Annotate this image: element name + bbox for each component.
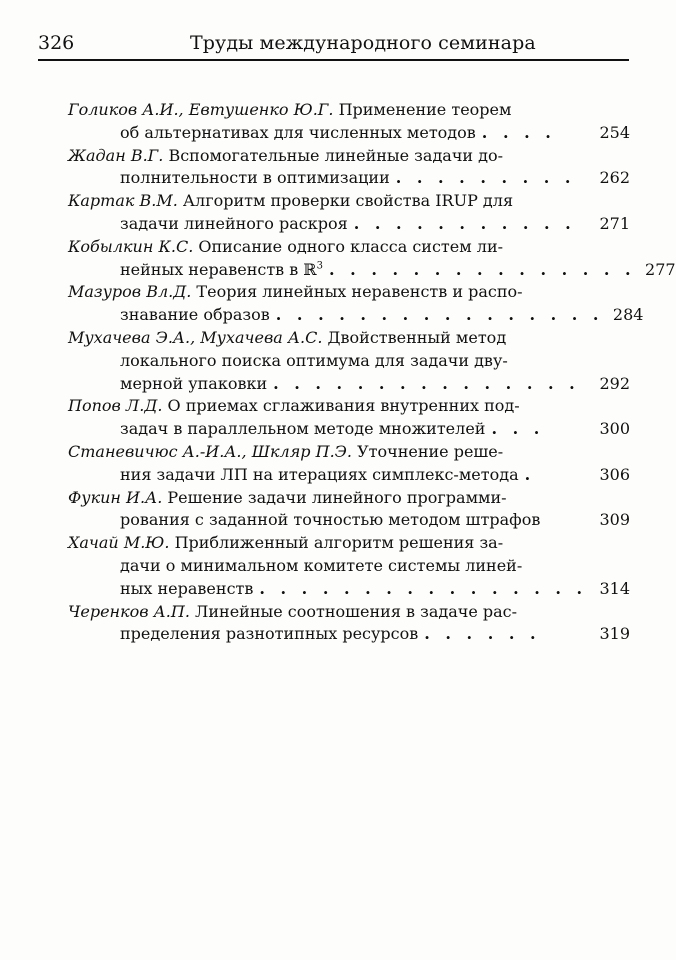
entry-authors: Черенков А.П.	[68, 601, 190, 621]
entry-authors: Станевичюс А.-И.А., Шкляр П.Э.	[68, 441, 352, 461]
entry-authors: Кобылкин К.С.	[68, 236, 194, 256]
toc-line	[68, 509, 630, 532]
leader-dots: . . . .	[481, 122, 556, 142]
entry-title-text	[68, 191, 513, 210]
entry-page-number: 300	[599, 419, 630, 439]
toc-line	[68, 213, 630, 236]
entry-title-text	[68, 396, 520, 415]
toc-line	[68, 281, 630, 304]
entry-title: дачи о минимальном комитете системы линей-	[120, 555, 523, 575]
entry-title-text	[120, 122, 476, 145]
entry-title-text	[120, 213, 348, 236]
entry-title-text	[120, 623, 418, 646]
entry-authors: Попов Л.Д.	[68, 396, 163, 416]
entry-title: задач в параллельном методе множителей	[120, 419, 486, 439]
toc-entry	[68, 601, 630, 647]
entry-title-text	[120, 556, 522, 575]
entry-page-number: 309	[599, 510, 630, 530]
entry-page-number: 254	[599, 122, 630, 142]
toc-line	[68, 99, 630, 122]
table-of-contents	[68, 99, 676, 646]
entry-title-text	[68, 533, 503, 552]
entry-page-number: 319	[599, 624, 630, 644]
toc-entry	[68, 236, 676, 282]
toc-line	[68, 236, 630, 259]
entry-authors: Мазуров Вл.Д.	[68, 282, 192, 302]
entry-authors: Жадан В.Г.	[68, 145, 164, 165]
leader-dots: . . . . . . . . .	[395, 168, 576, 188]
entry-title: Решение задачи линейного программи-	[167, 487, 507, 507]
entry-authors: Голиков А.И., Евтушенко Ю.Г.	[68, 100, 334, 119]
entry-title-text	[120, 578, 253, 601]
entry-page-number: 262	[599, 168, 630, 188]
entry-title-text	[120, 509, 540, 532]
superscript: 3	[316, 260, 324, 272]
leader-dots: . . .	[491, 419, 545, 439]
toc-entry	[68, 487, 630, 533]
toc-line	[68, 532, 630, 555]
entry-title: нейных неравенств в ℝ	[120, 259, 317, 279]
entry-title: Линейные соотношения в задаче рас-	[195, 601, 518, 621]
toc-line	[68, 350, 630, 373]
toc-line	[68, 418, 630, 441]
entry-title-text	[120, 464, 519, 487]
entry-title: об альтернативах для численных методов	[120, 122, 476, 142]
toc-line	[68, 487, 630, 510]
entry-title: Двойственный метод	[327, 327, 507, 347]
entry-title-text	[120, 351, 508, 370]
entry-title: знавание образов	[120, 305, 270, 325]
entry-title-text	[68, 488, 507, 507]
entry-title: Уточнение реше-	[357, 441, 504, 461]
entry-title-text	[120, 373, 267, 396]
entry-title-text	[120, 167, 390, 190]
toc-entry	[68, 532, 630, 600]
entry-title: задачи линейного раскроя	[120, 213, 348, 233]
entry-page-number: 314	[599, 578, 630, 598]
entry-title: О приемах сглаживания внутренних под-	[167, 396, 520, 416]
page-number: 326	[38, 32, 75, 54]
entry-title: рования с заданной точностью методом штрафов	[120, 510, 541, 530]
entry-page-number: 277	[645, 259, 676, 279]
toc-line	[68, 122, 630, 145]
entry-title-text	[68, 442, 503, 461]
toc-line	[68, 373, 630, 396]
entry-title-text	[68, 146, 503, 165]
entry-title: локального поиска оптимума для задачи дву-	[120, 350, 508, 370]
entry-title-text	[68, 282, 523, 301]
entry-page-number: 271	[599, 213, 630, 233]
page-header	[38, 32, 622, 58]
entry-authors: Фукин И.А.	[68, 487, 163, 507]
leader-dots: .	[524, 464, 536, 484]
toc-line	[68, 304, 644, 327]
toc-line	[68, 395, 630, 418]
toc-entry	[68, 395, 630, 441]
toc-entry	[68, 99, 630, 145]
entry-title-text	[68, 100, 511, 119]
entry-title-text	[68, 328, 506, 347]
entry-title: полнительности в оптимизации	[120, 168, 390, 188]
toc-line	[68, 601, 630, 624]
toc-line	[68, 555, 630, 578]
entry-title: Приближенный алгоритм решения за-	[174, 533, 504, 553]
toc-entry	[68, 145, 630, 191]
entry-authors: Картак В.М.	[68, 191, 178, 211]
toc-line	[68, 578, 630, 601]
entry-title: Применение теорем	[338, 100, 512, 119]
toc-line	[68, 327, 630, 350]
entry-page-number: 306	[599, 464, 630, 484]
entry-title: Вспомогательные линейные задачи до-	[168, 145, 504, 165]
toc-line	[68, 623, 630, 646]
entry-title: ных неравенств	[120, 578, 254, 598]
toc-line	[68, 167, 630, 190]
running-title: Труды международного семинара	[190, 32, 536, 54]
entry-title: Алгоритм проверки свойства IRUP для	[182, 191, 514, 211]
leader-dots: . . . . . .	[424, 624, 541, 644]
toc-line	[68, 464, 630, 487]
toc-entry	[68, 441, 630, 487]
toc-line	[68, 259, 676, 282]
entry-title: Теория линейных неравенств и распо-	[196, 282, 523, 302]
header-rule	[38, 59, 629, 61]
entry-page-number: 292	[599, 373, 630, 393]
leader-dots: . . . . . . . . . . . . . . . .	[275, 305, 604, 325]
entry-title: мерной упаковки	[120, 373, 268, 393]
entry-authors: Мухачева Э.А., Мухачева А.С.	[68, 327, 323, 347]
entry-title-text	[68, 602, 517, 621]
entry-title-text	[68, 237, 503, 256]
toc-entry	[68, 190, 630, 236]
leader-dots: . . . . . . . . . . . . . . . .	[259, 578, 588, 598]
leader-dots: . . . . . . . . . . .	[353, 213, 576, 233]
toc-line	[68, 145, 630, 168]
toc-line	[68, 190, 630, 213]
toc-line	[68, 441, 630, 464]
toc-entry	[68, 281, 644, 327]
entry-title-text	[120, 304, 270, 327]
leader-dots: . . . . . . . . . . . . . . .	[273, 373, 580, 393]
entry-title: Описание одного класса систем ли-	[198, 236, 504, 256]
entry-title: пределения разнотипных ресурсов	[120, 624, 419, 644]
toc-entry	[68, 327, 630, 395]
leader-dots: . . . . . . . . . . . . . . .	[329, 259, 636, 279]
entry-title: ния задачи ЛП на итерациях симплекс-метода	[120, 464, 519, 484]
entry-title-text	[120, 259, 323, 282]
entry-page-number: 284	[612, 305, 644, 325]
entry-authors: Хачай М.Ю.	[68, 533, 170, 553]
entry-title-text	[120, 418, 485, 441]
